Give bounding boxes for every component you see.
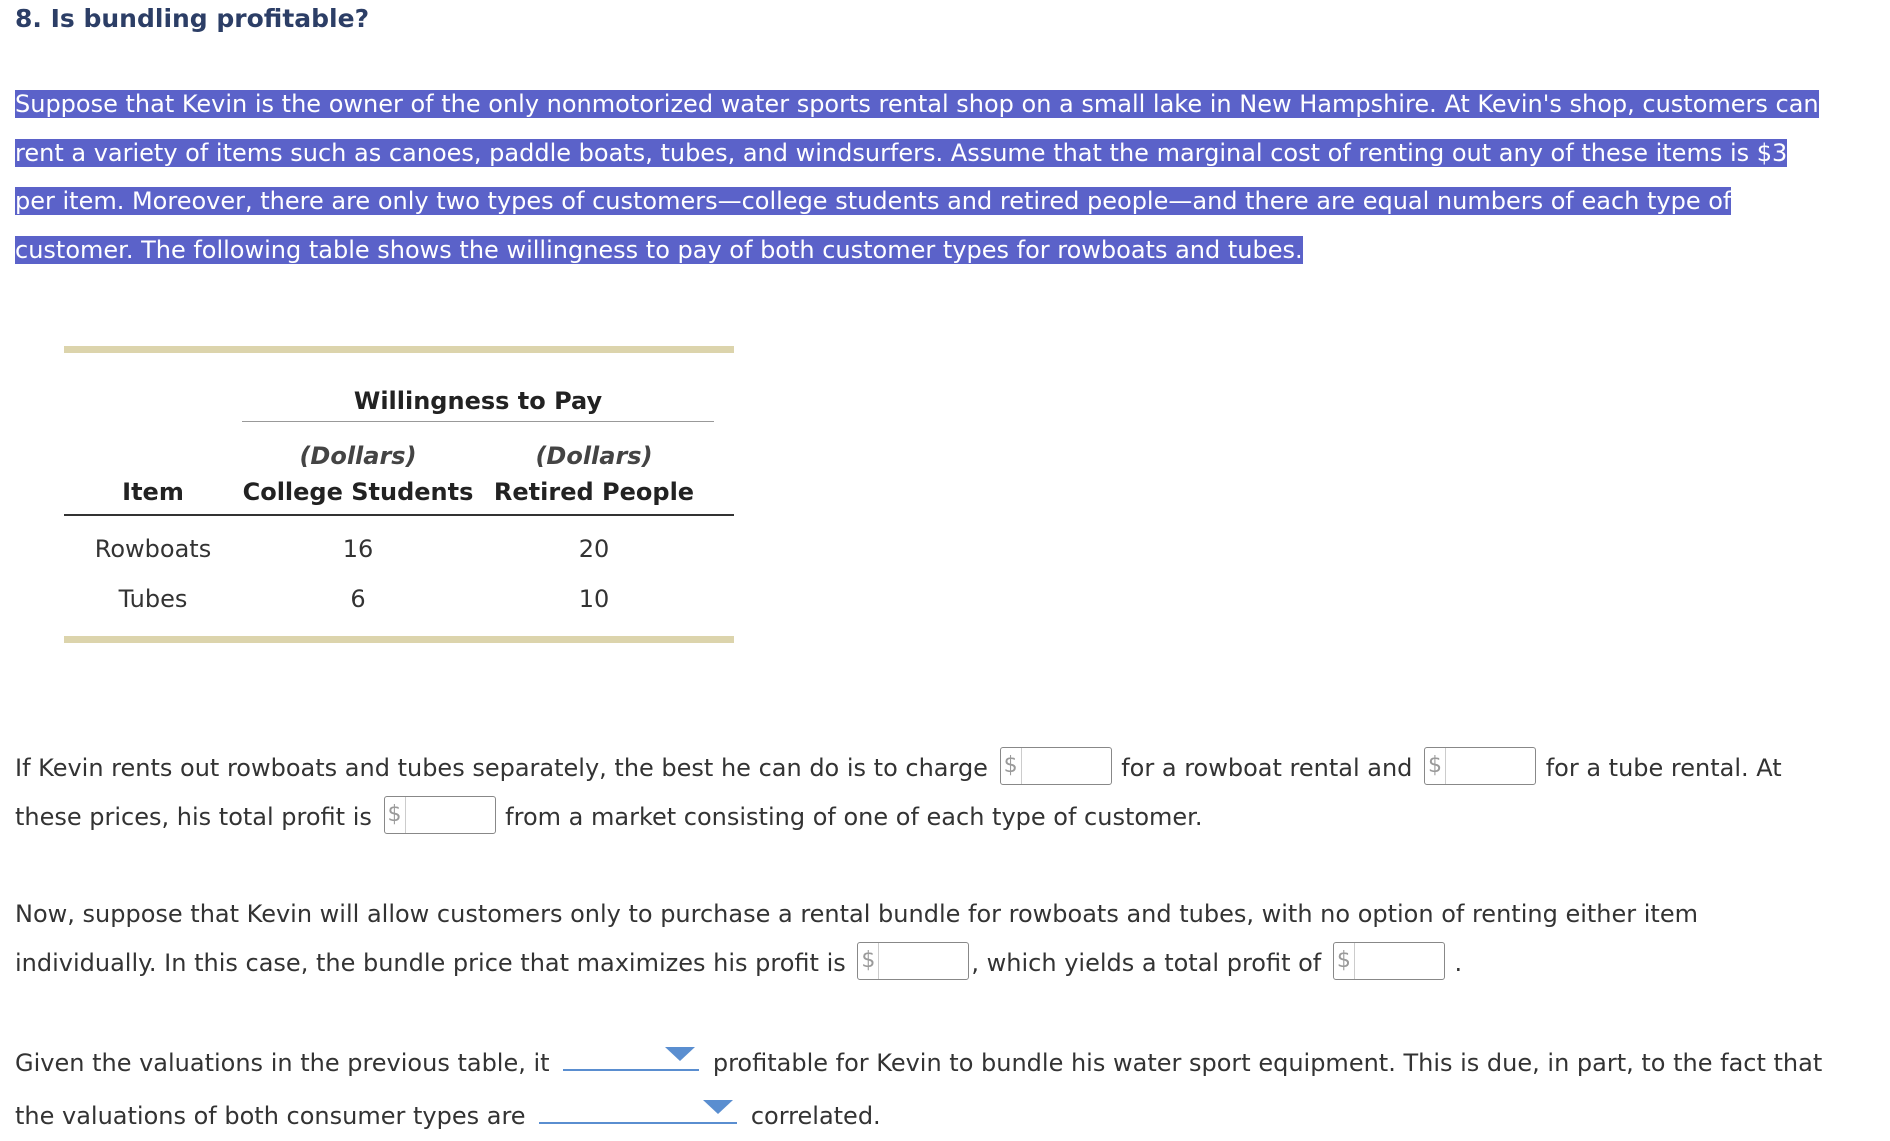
cell-college: 6 xyxy=(350,584,366,613)
p2-text-b: individually. In this case, the bundle price that maximizes his profit is xyxy=(15,948,846,977)
p3-text-b: profitable for Kevin to bundle his water sport equipment. This is due, in part, to the fact that xyxy=(712,1049,1823,1077)
col-header-college: College Students xyxy=(242,470,474,515)
cell-retired: 20 xyxy=(578,534,610,563)
col-header-retired: Retired People xyxy=(474,470,714,515)
intro-line-text: rent a variety of items such as canoes, paddle boats, tubes, and windsurfers. Assume that the marginal cost of renting out any of these items is $3 xyxy=(15,138,1788,167)
bundle-price-input[interactable] xyxy=(857,942,969,980)
intro-paragraph xyxy=(15,80,1865,274)
dollar-sign: $ xyxy=(1001,748,1022,784)
table-row xyxy=(64,575,734,636)
table-row xyxy=(64,515,734,575)
group-header: Willingness to Pay xyxy=(242,353,714,422)
dollar-sign: $ xyxy=(385,797,406,833)
tube-price-input[interactable] xyxy=(1424,747,1536,785)
dollar-sign: $ xyxy=(1425,748,1446,784)
col-header-item: Item xyxy=(64,470,242,515)
dropdown-caret-icon xyxy=(703,1100,733,1114)
bundle-pricing-paragraph xyxy=(15,890,1698,987)
unit-retired: (Dollars) xyxy=(535,442,653,470)
p2-text-d: . xyxy=(1454,948,1463,977)
dollar-sign: $ xyxy=(858,943,879,979)
dropdown-caret-icon xyxy=(665,1047,695,1061)
unit-college: (Dollars) xyxy=(299,442,417,470)
intro-line-text: per item. Moreover, there are only two types of customers—college students and retired people—and there are equal numbers of each type of xyxy=(15,187,1732,215)
p1-text-c: for a tube rental. At xyxy=(1545,754,1782,782)
intro-line-text: Suppose that Kevin is the owner of the only nonmotorized water sports rental shop on a small lake in New Hampshire. At Kevin's shop, customers can xyxy=(15,90,1819,118)
question-title: 8. Is bundling profitable? xyxy=(15,4,370,33)
intro-line xyxy=(15,226,1865,275)
p3-text-a: Given the valuations in the previous table, it xyxy=(15,1049,550,1077)
p1-text-a: If Kevin rents out rowboats and tubes separately, the best he can do is to charge xyxy=(15,754,988,782)
separate-pricing-paragraph xyxy=(15,744,1782,841)
p3-text-c: the valuations of both consumer types are xyxy=(15,1101,526,1130)
willingness-to-pay-table xyxy=(64,353,734,636)
cell-item: Tubes xyxy=(118,584,188,613)
conclusion-paragraph xyxy=(15,1035,1822,1140)
cell-item: Rowboats xyxy=(94,534,212,563)
wtp-table-container xyxy=(64,346,734,643)
table-bottom-rule xyxy=(64,636,734,643)
p2-text-a: Now, suppose that Kevin will allow customers only to purchase a rental bundle for rowboats and tubes, with no option of renting either item xyxy=(15,900,1698,928)
correlation-dropdown[interactable] xyxy=(539,1088,737,1124)
cell-retired: 10 xyxy=(578,584,610,613)
dollar-sign: $ xyxy=(1334,943,1355,979)
intro-line xyxy=(15,80,1865,129)
rowboat-price-input[interactable] xyxy=(1000,747,1112,785)
p2-text-c: , which yields a total profit of xyxy=(971,948,1322,977)
table-top-rule xyxy=(64,346,734,353)
intro-line xyxy=(15,177,1865,226)
is-profitable-dropdown[interactable] xyxy=(563,1035,699,1071)
bundle-profit-input[interactable] xyxy=(1333,942,1445,980)
p1-text-e: from a market consisting of one of each type of customer. xyxy=(505,802,1203,831)
separate-profit-input[interactable] xyxy=(384,796,496,834)
intro-line xyxy=(15,129,1865,178)
p1-text-b: for a rowboat rental and xyxy=(1121,754,1413,782)
p1-text-d: these prices, his total profit is xyxy=(15,802,372,831)
p3-text-d: correlated. xyxy=(750,1101,881,1130)
cell-college: 16 xyxy=(342,534,374,563)
intro-line-text: customer. The following table shows the willingness to pay of both customer types for rowboats and tubes. xyxy=(15,235,1303,264)
